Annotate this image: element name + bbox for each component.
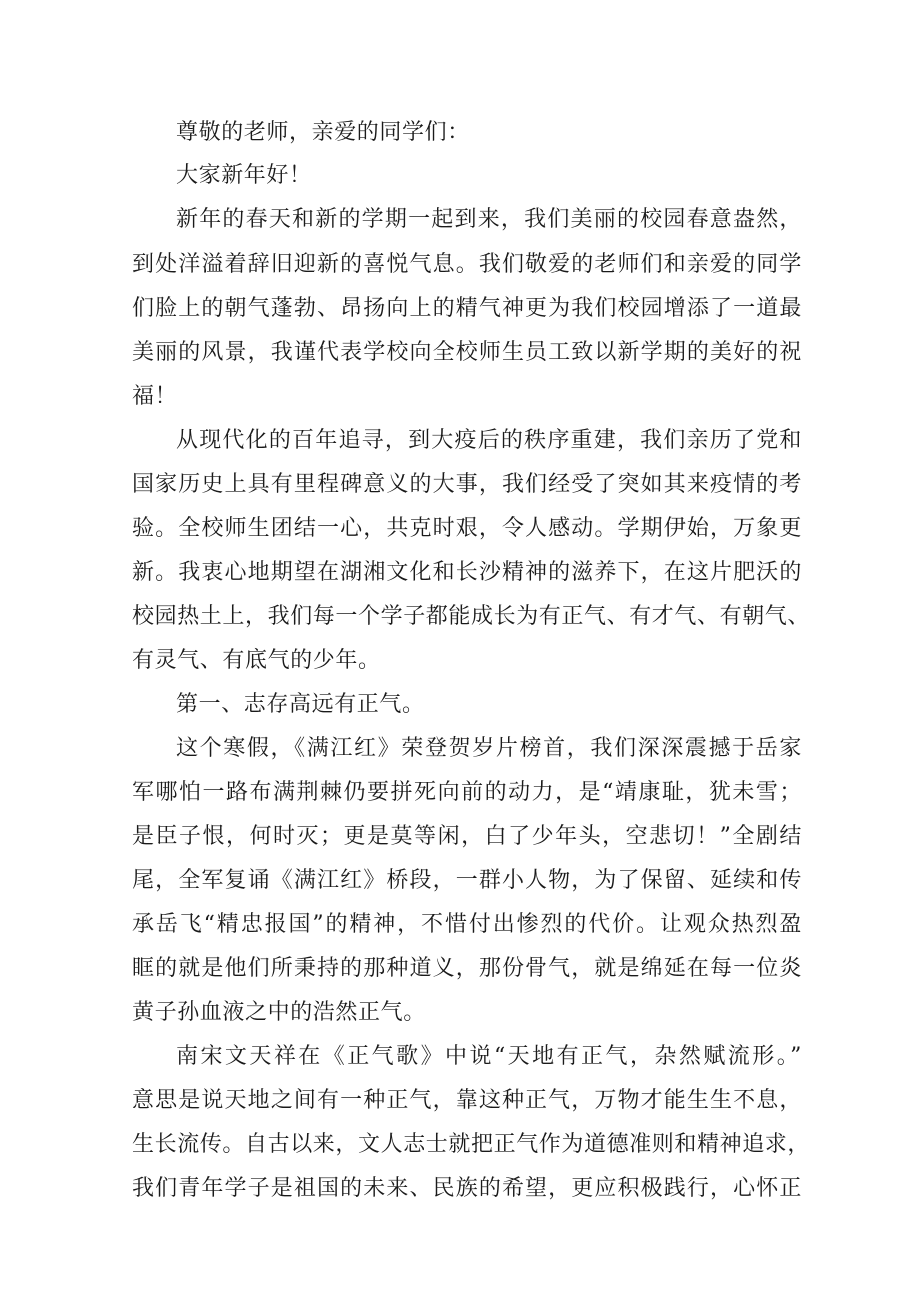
paragraph-2-line: 有灵气、有底气的少年。	[132, 648, 381, 673]
salutation: 尊敬的老师，亲爱的同学们：	[176, 120, 470, 145]
paragraph-2-line: 校园热土上，我们每一个学子都能成长为有正气、有才气、有朝气、	[132, 604, 811, 629]
paragraph-3-line: 是臣子恨，何时灭；更是莫等闲，白了少年头，空悲切！”全剧结	[132, 824, 802, 849]
paragraph-3-line: 眶的就是他们所秉持的那种道义，那份骨气，就是绵延在每一位炎	[132, 956, 802, 981]
paragraph-3-line: 黄子孙血液之中的浩然正气。	[132, 1000, 426, 1025]
paragraph-3-line: 承岳飞“精忠报国”的精神，不惜付出惨烈的代价。让观众热烈盈	[132, 912, 802, 937]
paragraph-1-line: 美丽的风景，我谨代表学校向全校师生员工致以新学期的美好的祝	[132, 340, 802, 365]
paragraph-4-line: 南宋文天祥在《正气歌》中说“天地有正气，杂然赋流形。”	[176, 1044, 802, 1069]
paragraph-3-line: 军哪怕一路布满荆棘仍要拼死向前的动力，是“靖康耻，犹未雪；	[132, 780, 802, 805]
paragraph-2-line: 新。我衷心地期望在湖湘文化和长沙精神的滋养下，在这片肥沃的	[132, 560, 802, 585]
paragraph-3-line: 尾，全军复诵《满江红》桥段，一群小人物，为了保留、延续和传	[132, 868, 802, 893]
paragraph-1-line: 福！	[132, 384, 178, 409]
paragraph-4-line: 我们青年学子是祖国的未来、民族的希望，更应积极践行，心怀正	[132, 1176, 802, 1201]
paragraph-2-line: 验。全校师生团结一心，共克时艰，令人感动。学期伊始，万象更	[132, 516, 802, 541]
paragraph-4-line: 意思是说天地之间有一种正气，靠这种正气，万物才能生生不息，	[132, 1088, 802, 1113]
greeting: 大家新年好！	[176, 163, 312, 188]
paragraph-4-line: 生长流传。自古以来，文人志士就把正气作为道德准则和精神追求，	[132, 1132, 811, 1157]
paragraph-2-line: 国家历史上具有里程碑意义的大事，我们经受了突如其来疫情的考	[132, 472, 802, 497]
paragraph-2-line: 从现代化的百年追寻，到大疫后的秩序重建，我们亲历了党和	[176, 428, 802, 453]
paragraph-1-line: 们脸上的朝气蓬勃、昂扬向上的精气神更为我们校园增添了一道最	[132, 296, 802, 321]
section-heading: 第一、志存高远有正气。	[176, 692, 425, 717]
paragraph-1-line: 到处洋溢着辞旧迎新的喜悦气息。我们敬爱的老师们和亲爱的同学	[132, 252, 802, 277]
paragraph-3-line: 这个寒假，《满江红》荣登贺岁片榜首，我们深深震撼于岳家	[176, 736, 802, 761]
paragraph-1-line: 新年的春天和新的学期一起到来，我们美丽的校园春意盎然，	[176, 207, 802, 232]
